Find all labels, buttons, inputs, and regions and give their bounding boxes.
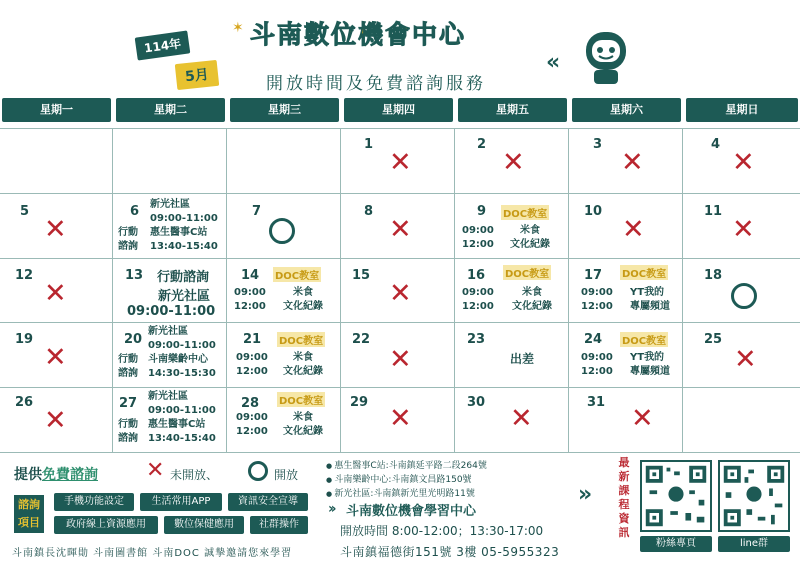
legend-provide-text: 提供 <box>14 467 42 483</box>
event-place: 新光社區 <box>148 391 188 402</box>
latest-courses-label: 最新課程資訊 <box>618 456 630 539</box>
day-number: 23 <box>467 332 486 347</box>
closed-x-icon: ✕ <box>621 147 644 178</box>
legend-closed-label: 未開放、 <box>170 468 219 482</box>
qr-code-icon <box>640 460 712 532</box>
event-time: 09:00 <box>462 225 494 236</box>
day-number: 30 <box>467 395 486 410</box>
open-circle-icon <box>731 283 757 309</box>
event-time: 09:00 <box>236 412 268 423</box>
consult-label-line1: 諮詢 <box>18 498 40 511</box>
doc-class-tag: DOC教室 <box>277 392 325 407</box>
closed-x-icon: ✕ <box>389 344 412 375</box>
day-number: 1 <box>364 137 374 152</box>
consult-chip: 政府線上資源應用 <box>54 516 158 534</box>
event-course: 文化紀錄 <box>283 301 323 312</box>
event-time: 12:00 <box>462 301 494 312</box>
event-course: 專屬頻道 <box>630 301 670 312</box>
open-circle-icon <box>269 218 295 244</box>
closed-x-icon: ✕ <box>389 278 412 309</box>
day-number: 11 <box>704 204 723 219</box>
consult-label-line2: 項目 <box>18 516 40 529</box>
doc-class-tag: DOC教室 <box>273 267 321 282</box>
event-course: 文化紀錄 <box>510 239 550 250</box>
doc-class-tag: DOC教室 <box>501 205 549 220</box>
doc-class-tag: DOC教室 <box>503 265 551 280</box>
consult-chip: 手機功能設定 <box>54 493 134 511</box>
day-number: 19 <box>15 332 34 347</box>
event-label: 行動 <box>118 227 138 238</box>
day-number: 14 <box>241 268 260 283</box>
consult-items-label <box>14 495 44 533</box>
calendar-cell <box>0 129 113 194</box>
center-address: 斗南鎮福德街151號 3樓 05-5955323 <box>340 545 560 559</box>
event-time: 09:00-11:00 <box>127 304 216 319</box>
event-course: YT我的 <box>630 287 665 298</box>
event-time: 09:00-11:00 <box>148 405 216 416</box>
calendar-grid <box>0 128 800 452</box>
event-place: 惠生醫事C站 <box>150 227 208 238</box>
legend-closed-x-icon: ✕ <box>146 458 165 483</box>
day-number: 7 <box>252 204 262 219</box>
event-place: 新光社區 <box>158 289 211 304</box>
event-time: 09:00 <box>581 352 613 363</box>
weekday-thu: 星期四 <box>344 98 453 122</box>
closed-x-icon: ✕ <box>734 344 757 375</box>
event-time: 09:00 <box>581 287 613 298</box>
event-time: 12:00 <box>581 366 613 377</box>
double-chevron-right-icon: ›› <box>578 482 589 507</box>
opening-hours: 開放時間 8:00-12:00；13:30-17:00 <box>340 524 544 538</box>
event-course: 米食 <box>293 352 313 363</box>
weekday-fri: 星期五 <box>458 98 567 122</box>
qr-code-icon <box>718 460 790 532</box>
day-number: 22 <box>352 332 371 347</box>
day-number: 4 <box>711 137 721 152</box>
day-number: 26 <box>15 395 34 410</box>
event-label: 行動 <box>118 419 138 430</box>
event-course: 米食 <box>520 225 540 236</box>
center-name: 斗南數位機會學習中心 <box>346 504 477 519</box>
day-number: 13 <box>125 268 144 283</box>
event-time: 09:00-11:00 <box>150 213 218 224</box>
event-course: 米食 <box>293 287 313 298</box>
day-number: 16 <box>467 268 486 283</box>
event-course: 文化紀錄 <box>283 426 323 437</box>
event-place: 惠生醫事C站 <box>148 419 206 430</box>
day-number: 25 <box>704 332 723 347</box>
event-label: 行動 <box>118 354 138 365</box>
day-number: 5 <box>20 204 30 219</box>
day-number: 3 <box>593 137 603 152</box>
weekday-sun: 星期日 <box>686 98 798 122</box>
day-number: 29 <box>350 395 369 410</box>
closed-x-icon: ✕ <box>502 147 525 178</box>
event-label: 諮詢 <box>118 241 138 252</box>
day-number: 10 <box>584 204 603 219</box>
event-time: 12:00 <box>462 239 494 250</box>
weekday-tue: 星期二 <box>116 98 225 122</box>
weekday-header <box>0 98 800 122</box>
event-place: 新光社區 <box>150 199 190 210</box>
page-title <box>250 15 466 51</box>
event-time: 12:00 <box>236 366 268 377</box>
qr-label-line: line群 <box>718 536 790 552</box>
closed-x-icon: ✕ <box>44 214 67 245</box>
address-line: ● 惠生醫事C站:斗南鎮延平路二段264號 <box>326 458 487 471</box>
event-course: 專屬頻道 <box>630 366 670 377</box>
day-number: 27 <box>119 396 138 411</box>
event-course: 文化紀錄 <box>512 301 552 312</box>
qr-label-fanpage: 粉絲專頁 <box>640 536 712 552</box>
closed-x-icon: ✕ <box>389 214 412 245</box>
event-label: 諮詢 <box>118 368 138 379</box>
closed-x-icon: ✕ <box>389 147 412 178</box>
closed-x-icon: ✕ <box>44 342 67 373</box>
robot-mascot-icon <box>580 30 632 86</box>
legend-open-label: 開放 <box>274 468 299 482</box>
day-number: 24 <box>584 332 603 347</box>
doc-class-tag: DOC教室 <box>620 332 668 347</box>
weekday-wed: 星期三 <box>230 98 339 122</box>
event-course: YT我的 <box>630 352 665 363</box>
event-time: 09:00 <box>462 287 494 298</box>
closed-x-icon: ✕ <box>44 278 67 309</box>
month-badge: 5月 <box>175 60 219 90</box>
consult-chip: 生活常用APP <box>140 493 222 511</box>
weekday-mon: 星期一 <box>2 98 111 122</box>
consult-chip: 社群操作 <box>250 516 308 534</box>
day-number: 2 <box>477 137 487 152</box>
day-number: 20 <box>124 332 143 347</box>
sparkle-icon: ✶ <box>232 20 244 36</box>
event-label: 諮詢 <box>118 433 138 444</box>
page-subtitle: 開放時間及免費諮詢服務 <box>266 74 486 94</box>
day-number: 9 <box>477 204 487 219</box>
closed-x-icon: ✕ <box>732 214 755 245</box>
day-number: 12 <box>15 268 34 283</box>
event-time: 14:30-15:30 <box>148 368 216 379</box>
closed-x-icon: ✕ <box>510 403 533 434</box>
doc-class-tag: DOC教室 <box>620 265 668 280</box>
day-number: 31 <box>587 395 606 410</box>
event-label: 行動諮詢 <box>157 270 210 285</box>
footer-slogan: 斗南鎮長沈暉勛 斗南圖書館 斗南DOC 誠摯邀請您來學習 <box>12 548 293 559</box>
day-number: 28 <box>241 396 260 411</box>
calendar-cell <box>227 129 341 194</box>
day-number: 17 <box>584 268 603 283</box>
address-line: ● 斗南樂齡中心:斗南鎮文昌路150號 <box>326 472 472 485</box>
consult-chip: 數位保健應用 <box>164 516 244 534</box>
event-time: 09:00 <box>236 352 268 363</box>
event-time: 09:00 <box>234 287 266 298</box>
doc-class-tag: DOC教室 <box>277 332 325 347</box>
closed-x-icon: ✕ <box>44 405 67 436</box>
event-time: 12:00 <box>236 426 268 437</box>
event-time: 12:00 <box>234 301 266 312</box>
day-number: 15 <box>352 268 371 283</box>
legend-open-circle-icon <box>248 461 268 481</box>
closed-x-icon: ✕ <box>631 403 654 434</box>
double-chevron-left-icon: ‹‹ <box>546 50 557 75</box>
event-time: 13:40-15:40 <box>148 433 216 444</box>
event-course: 文化紀錄 <box>283 366 323 377</box>
legend-provide <box>14 464 98 484</box>
header <box>0 0 800 96</box>
day-number: 8 <box>364 204 374 219</box>
event-place: 斗南樂齡中心 <box>148 354 208 365</box>
title-part2: 數位機會中心 <box>304 20 467 49</box>
weekday-sat: 星期六 <box>572 98 681 122</box>
legend-free-consult: 免費諮詢 <box>42 467 98 483</box>
day-number: 6 <box>130 204 140 219</box>
event-time: 09:00-11:00 <box>148 340 216 351</box>
event-time: 12:00 <box>581 301 613 312</box>
chevron-right-icon: ›› <box>328 501 334 517</box>
event-course: 米食 <box>293 412 313 423</box>
event-course: 米食 <box>522 287 542 298</box>
address-line: ● 新光社區:斗南鎮新光里光明路11號 <box>326 486 475 499</box>
event-place: 新光社區 <box>148 326 188 337</box>
calendar-cell <box>683 388 800 453</box>
business-trip-note: 出差 <box>510 352 535 366</box>
consult-chip: 資訊安全宣導 <box>228 493 308 511</box>
footer <box>0 452 800 565</box>
closed-x-icon: ✕ <box>622 214 645 245</box>
closed-x-icon: ✕ <box>389 403 412 434</box>
day-number: 21 <box>243 332 262 347</box>
calendar-cell <box>113 129 227 194</box>
closed-x-icon: ✕ <box>732 147 755 178</box>
year-badge: 114年 <box>135 30 191 60</box>
event-time: 13:40-15:40 <box>150 241 218 252</box>
title-part1: 斗南 <box>250 20 305 49</box>
day-number: 18 <box>704 268 723 283</box>
